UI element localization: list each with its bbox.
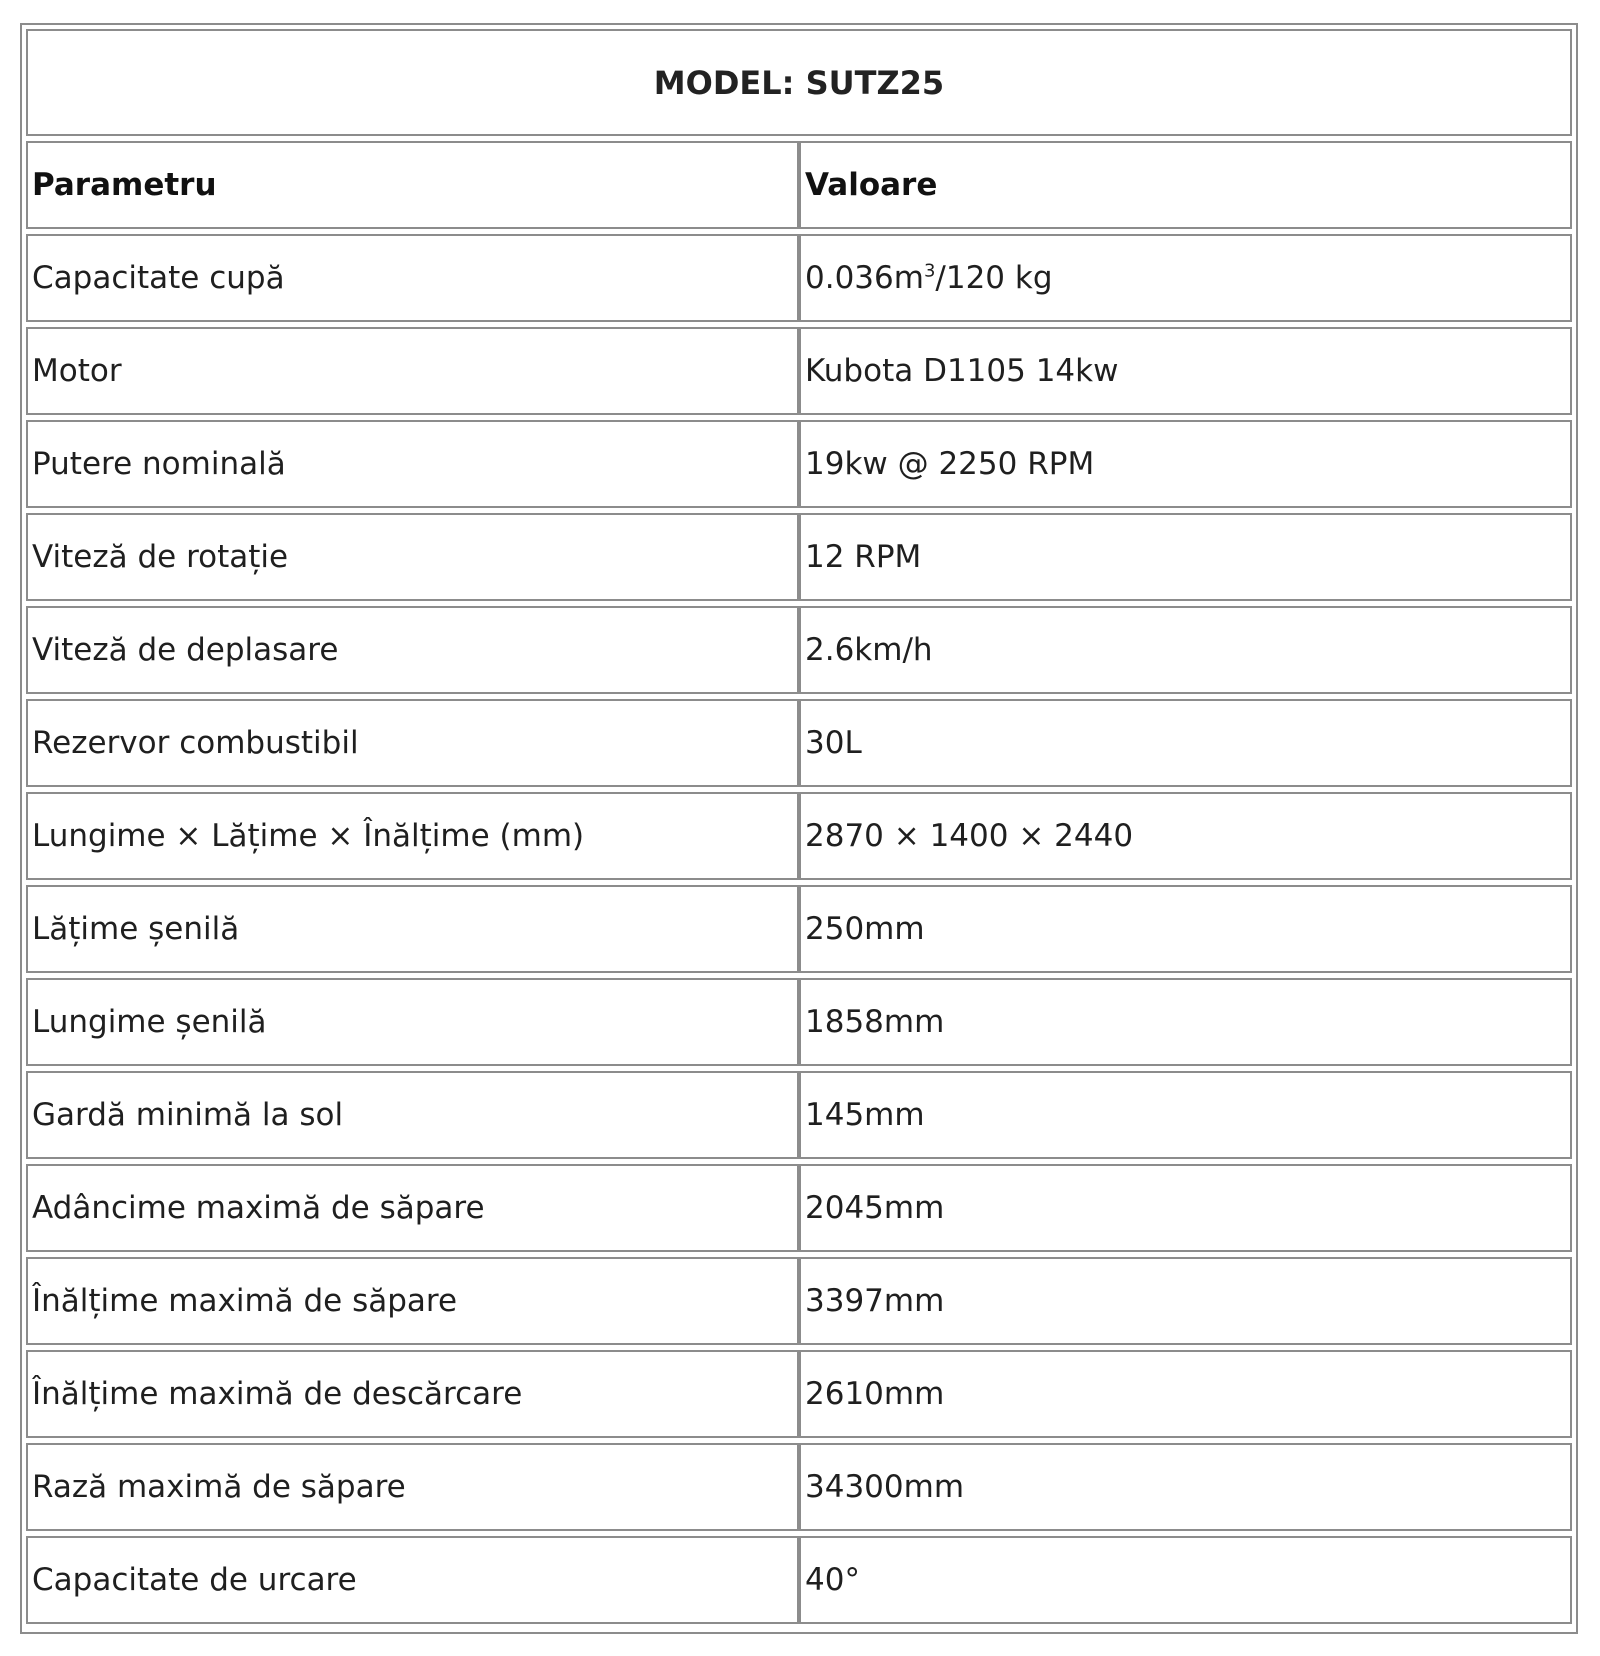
table-row xyxy=(26,1443,1572,1531)
table-row xyxy=(26,792,1572,880)
param-cell: Putere nominală xyxy=(26,420,799,508)
param-cell: Gardă minimă la sol xyxy=(26,1071,799,1159)
value-cell: 3397mm xyxy=(799,1257,1572,1345)
value-cell: 250mm xyxy=(799,885,1572,973)
param-cell: Rază maximă de săpare xyxy=(26,1443,799,1531)
table-row xyxy=(26,885,1572,973)
param-cell: Lățime șenilă xyxy=(26,885,799,973)
table-row xyxy=(26,699,1572,787)
value-text: 0.036m xyxy=(805,260,924,296)
table-row xyxy=(26,1071,1572,1159)
param-cell: Înălțime maximă de descărcare xyxy=(26,1350,799,1438)
value-cell: 12 RPM xyxy=(799,513,1572,601)
param-cell: Motor xyxy=(26,327,799,415)
table-title-row xyxy=(26,29,1572,136)
header-parameter: Parametru xyxy=(26,141,799,229)
value-cell: 19kw @ 2250 RPM xyxy=(799,420,1572,508)
table-row xyxy=(26,1536,1572,1624)
value-cell xyxy=(799,234,1572,322)
value-cell: 2870 × 1400 × 2440 xyxy=(799,792,1572,880)
table-row xyxy=(26,513,1572,601)
param-cell: Viteză de deplasare xyxy=(26,606,799,694)
param-cell: Capacitate de urcare xyxy=(26,1536,799,1624)
param-cell: Rezervor combustibil xyxy=(26,699,799,787)
spec-table xyxy=(26,24,1572,1629)
param-cell: Înălțime maximă de săpare xyxy=(26,1257,799,1345)
table-row xyxy=(26,327,1572,415)
table-row xyxy=(26,978,1572,1066)
spec-table-frame xyxy=(20,23,1578,1634)
model-title: MODEL: SUTZ25 xyxy=(26,29,1572,136)
value-cell: 30L xyxy=(799,699,1572,787)
table-row xyxy=(26,1257,1572,1345)
superscript: 3 xyxy=(923,260,936,282)
value-cell: 2.6km/h xyxy=(799,606,1572,694)
value-text: /120 kg xyxy=(935,260,1053,296)
table-header-row xyxy=(26,141,1572,229)
value-cell: Kubota D1105 14kw xyxy=(799,327,1572,415)
param-cell: Adâncime maximă de săpare xyxy=(26,1164,799,1252)
table-row xyxy=(26,420,1572,508)
value-cell: 40° xyxy=(799,1536,1572,1624)
table-row xyxy=(26,606,1572,694)
table-row xyxy=(26,1164,1572,1252)
param-cell: Viteză de rotație xyxy=(26,513,799,601)
param-cell: Capacitate cupă xyxy=(26,234,799,322)
param-cell: Lungime șenilă xyxy=(26,978,799,1066)
value-cell: 2610mm xyxy=(799,1350,1572,1438)
header-value: Valoare xyxy=(799,141,1572,229)
value-cell: 145mm xyxy=(799,1071,1572,1159)
table-row xyxy=(26,234,1572,322)
value-cell: 2045mm xyxy=(799,1164,1572,1252)
table-row xyxy=(26,1350,1572,1438)
value-cell: 1858mm xyxy=(799,978,1572,1066)
param-cell: Lungime × Lățime × Înălțime (mm) xyxy=(26,792,799,880)
value-cell: 34300mm xyxy=(799,1443,1572,1531)
